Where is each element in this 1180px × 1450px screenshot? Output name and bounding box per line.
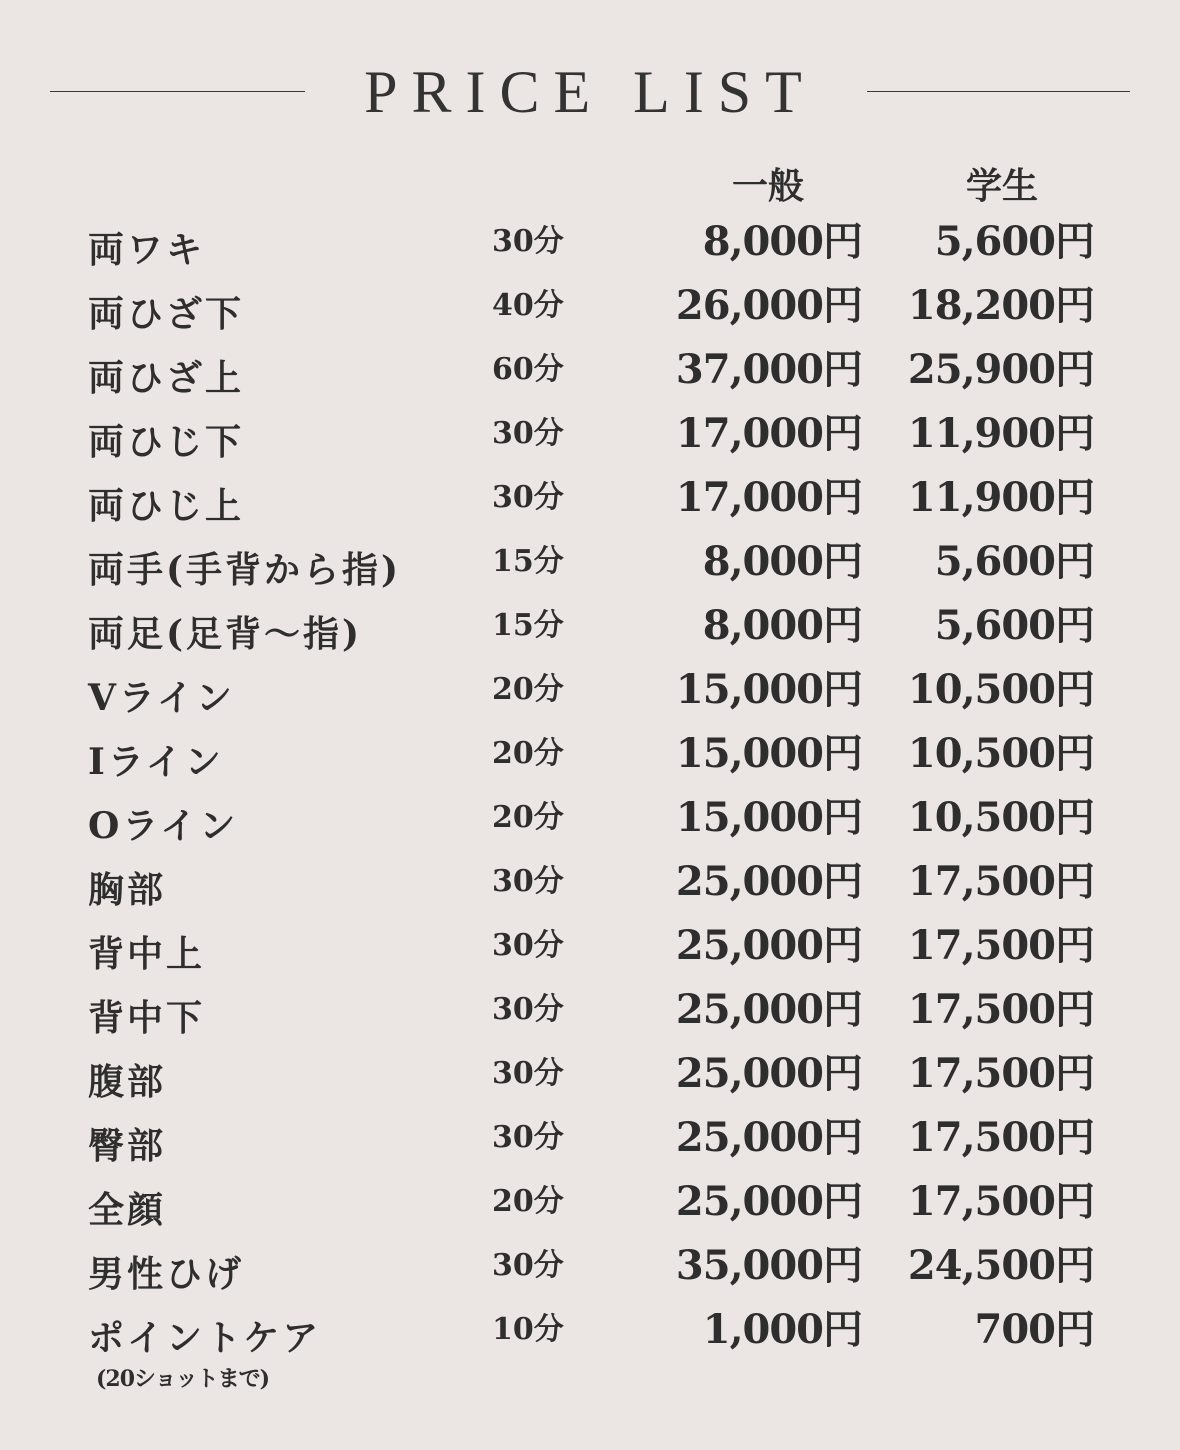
item-price-student: 25,900円 [907,346,1094,393]
item-duration: 30分 [492,864,564,899]
item-name: 両足(足背～指) [88,613,363,655]
item-duration: 30分 [492,416,564,451]
price-row [0,408,1180,472]
item-duration: 20分 [492,672,564,707]
item-duration: 30分 [492,1056,564,1091]
price-row [0,1048,1180,1112]
item-duration: 20分 [492,736,564,771]
item-name: 両ひじ下 [88,421,245,463]
price-row [0,856,1180,920]
item-note: (20ショットまで) [96,1366,269,1392]
item-price-student: 10,500円 [907,666,1094,713]
item-price-student: 17,500円 [907,1050,1094,1097]
item-name: 背中下 [88,997,206,1039]
item-duration: 30分 [492,480,564,515]
item-price-general: 8,000円 [702,602,862,649]
item-price-general: 25,000円 [675,1050,862,1097]
item-duration: 10分 [492,1312,564,1347]
price-row [0,1304,1180,1392]
item-price-general: 25,000円 [675,858,862,905]
item-name: 腹部 [88,1061,167,1103]
price-row [0,472,1180,536]
item-duration: 30分 [492,1248,564,1283]
item-price-student: 11,900円 [907,410,1094,457]
item-price-general: 15,000円 [675,730,862,777]
item-price-student: 5,600円 [934,602,1094,649]
item-price-general: 15,000円 [675,666,862,713]
item-price-student: 24,500円 [907,1242,1094,1289]
item-duration: 40分 [492,288,564,323]
item-price-student: 5,600円 [934,218,1094,265]
price-row [0,1240,1180,1304]
item-price-general: 15,000円 [675,794,862,841]
item-name: Oライン [88,805,239,847]
item-name: 両ひじ上 [88,485,245,527]
title-rule-left [50,91,305,92]
item-name: 両手(手背から指) [88,549,402,591]
item-price-student: 17,500円 [907,986,1094,1033]
item-price-student: 17,500円 [907,1114,1094,1161]
item-price-general: 37,000円 [675,346,862,393]
item-duration: 30分 [492,1120,564,1155]
column-header-student: 学生 [966,165,1039,207]
item-price-general: 35,000円 [675,1242,862,1289]
item-price-student: 5,600円 [934,538,1094,585]
price-row [0,664,1180,728]
item-price-student: 10,500円 [907,794,1094,841]
item-duration: 20分 [492,1184,564,1219]
item-duration: 60分 [492,352,564,387]
page-title: PRICE LIST [364,59,816,125]
item-name: 臀部 [88,1125,167,1167]
price-row [0,792,1180,856]
price-row [0,1176,1180,1240]
price-row [0,216,1180,280]
item-name: 全顔 [88,1189,167,1231]
price-row [0,1112,1180,1176]
item-price-general: 25,000円 [675,986,862,1033]
price-row [0,984,1180,1048]
item-name: 両ひざ下 [88,293,245,335]
price-row [0,600,1180,664]
item-price-student: 11,900円 [907,474,1094,521]
item-name: 男性ひげ [88,1253,245,1295]
item-price-general: 8,000円 [702,538,862,585]
title-row [0,56,1180,128]
item-name: 両ひざ上 [88,357,245,399]
item-price-general: 25,000円 [675,1114,862,1161]
item-price-student: 700円 [974,1306,1094,1353]
item-name: 両ワキ [88,229,206,271]
item-duration: 20分 [492,800,564,835]
item-price-general: 8,000円 [702,218,862,265]
item-price-general: 17,000円 [675,410,862,457]
item-name: Vライン [88,677,235,719]
price-row [0,280,1180,344]
price-row [0,920,1180,984]
item-price-student: 18,200円 [907,282,1094,329]
price-row [0,344,1180,408]
item-duration: 30分 [492,992,564,1027]
title-rule-right [867,91,1130,92]
item-price-general: 1,000円 [702,1306,862,1353]
item-name: Iライン [88,741,224,783]
item-price-general: 25,000円 [675,1178,862,1225]
price-row [0,728,1180,792]
item-duration: 15分 [492,544,564,579]
column-header-general: 一般 [732,165,805,207]
item-price-student: 17,500円 [907,922,1094,969]
price-row [0,536,1180,600]
item-price-general: 26,000円 [675,282,862,329]
item-name: ポイントケア [88,1317,322,1359]
item-duration: 15分 [492,608,564,643]
item-price-general: 17,000円 [675,474,862,521]
item-name: 背中上 [88,933,206,975]
item-duration: 30分 [492,224,564,259]
item-price-student: 10,500円 [907,730,1094,777]
item-price-student: 17,500円 [907,858,1094,905]
item-price-student: 17,500円 [907,1178,1094,1225]
item-price-general: 25,000円 [675,922,862,969]
item-duration: 30分 [492,928,564,963]
item-name: 胸部 [88,869,167,911]
